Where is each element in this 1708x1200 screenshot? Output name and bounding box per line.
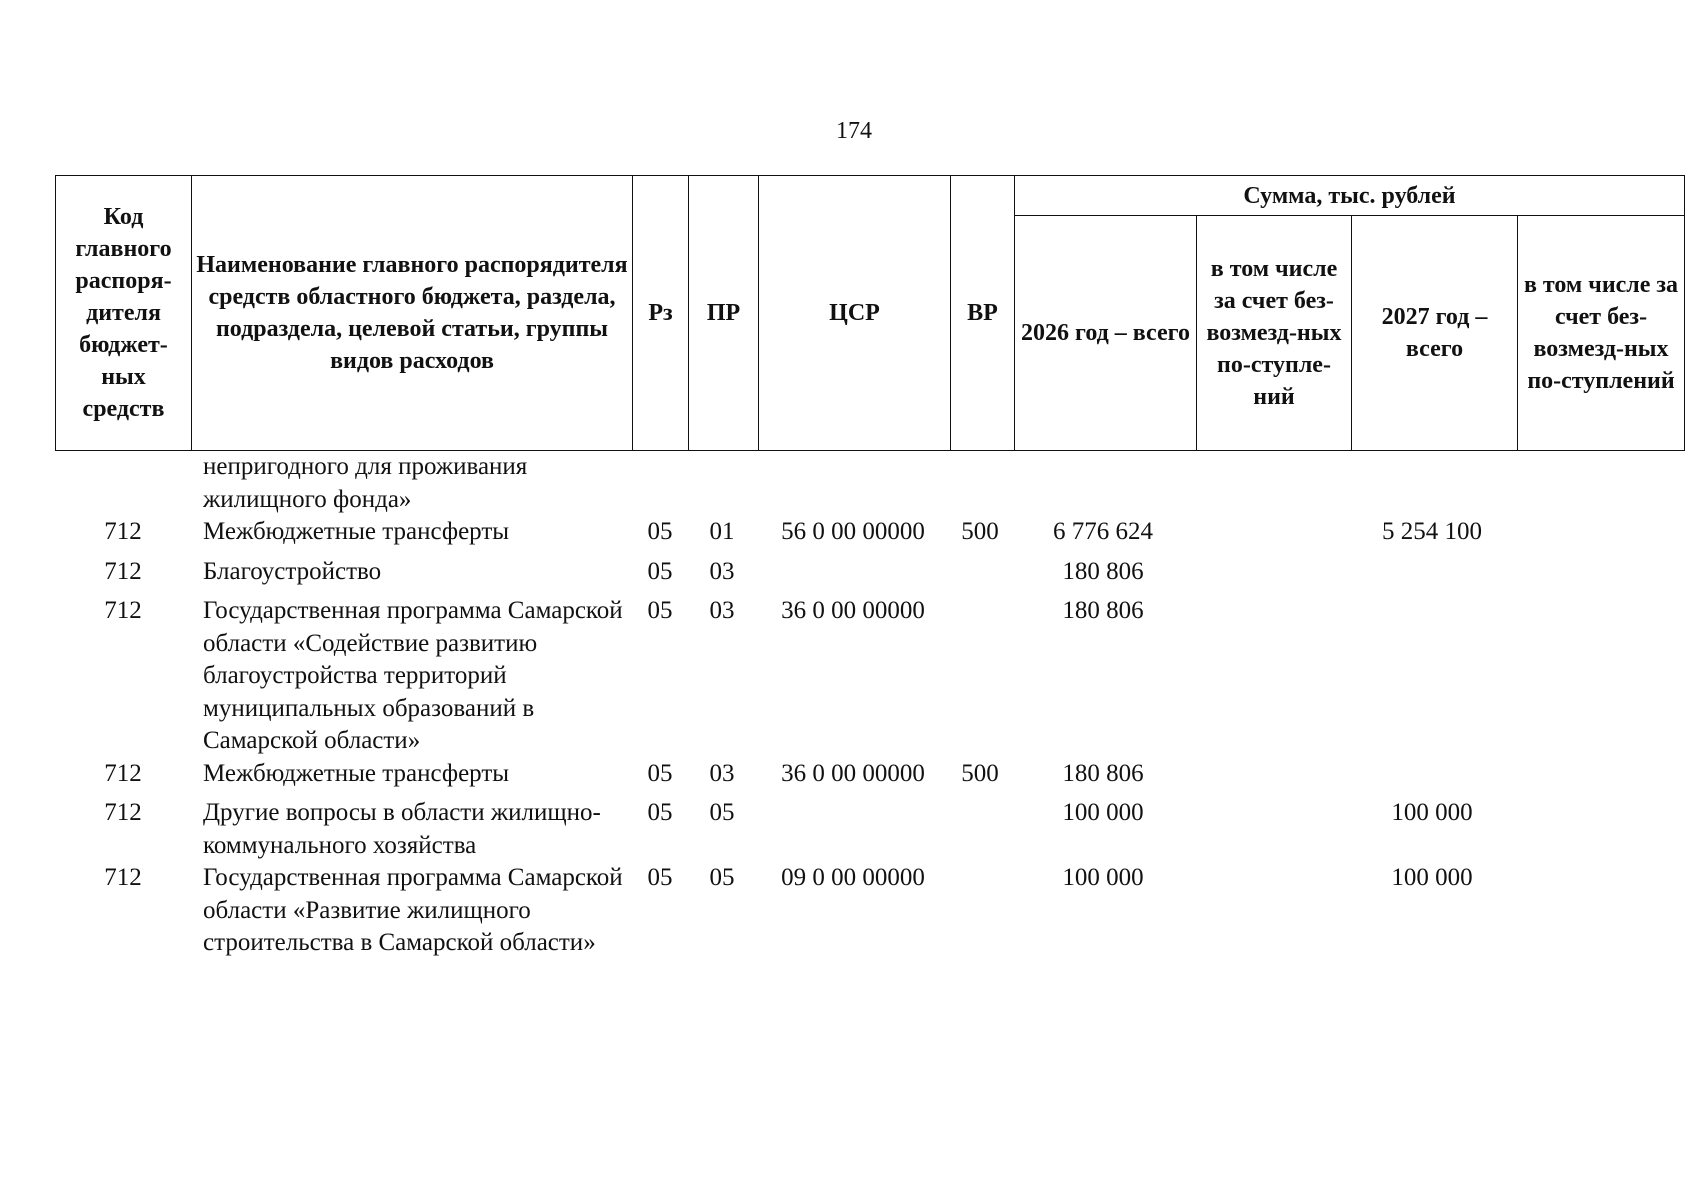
header-name: Наименование главного распорядителя средств областного бюджета, раздела, подраздела, целевой статьи, группы видов расходов — [192, 176, 633, 451]
header-pr: ПР — [689, 176, 759, 451]
cell-name: Государственная программа Самарской области «Содействие развитию благоустройства территорий муниципальных образований в Самарской области» — [203, 597, 623, 754]
cell-csr: 36 0 00 00000 — [781, 597, 925, 624]
cell-sum-2027: 5 254 100 — [1382, 518, 1482, 545]
cell-pr: 03 — [709, 759, 735, 787]
header-sum-2027: 2027 год – всего — [1352, 216, 1518, 451]
header-sum-group: Сумма, тыс. рублей — [1015, 176, 1685, 216]
cell-pr: 05 — [709, 864, 735, 891]
table-row — [55, 797, 1684, 862]
cell-pr: 03 — [709, 597, 735, 624]
cell-rz: 05 — [647, 557, 673, 585]
cell-sum-2026: 100 000 — [1062, 864, 1144, 891]
header-sum-2026: 2026 год – всего — [1015, 216, 1197, 451]
cell-rz: 05 — [647, 864, 673, 891]
cell-sum-2026: 180 806 — [1062, 759, 1144, 787]
header-vr: ВР — [951, 176, 1015, 451]
cell-rz: 05 — [647, 799, 673, 826]
cell-sum-2027: 100 000 — [1391, 864, 1473, 891]
cell-code: 712 — [104, 557, 142, 585]
cell-pr: 05 — [709, 799, 735, 826]
table-row — [55, 862, 1684, 960]
cell-sum-2026: 180 806 — [1062, 557, 1144, 585]
header-free-2026: в том числе за счет без-возмезд-ных по-ступле-ний — [1197, 216, 1352, 451]
table-row — [55, 758, 1684, 791]
table-row — [55, 516, 1684, 549]
table-row — [55, 595, 1684, 758]
header-csr: ЦСР — [759, 176, 951, 451]
cell-sum-2027: 100 000 — [1391, 799, 1473, 826]
cell-vr: 500 — [961, 759, 999, 787]
header-rz: Рз — [633, 176, 689, 451]
cell-sum-2026: 100 000 — [1062, 799, 1144, 826]
page-number: 174 — [836, 118, 872, 144]
cell-name: непригодного для проживания жилищного фонда» — [203, 453, 528, 513]
cell-csr: 36 0 00 00000 — [781, 759, 925, 787]
cell-name: Другие вопросы в области жилищно-коммунального хозяйства — [203, 799, 601, 859]
cell-name: Благоустройство — [203, 557, 382, 585]
cell-name: Государственная программа Самарской области «Развитие жилищного строительства в Самарской области» — [203, 864, 623, 956]
table-row — [55, 556, 1684, 589]
cell-pr: 03 — [709, 557, 735, 585]
cell-code: 712 — [104, 799, 142, 826]
cell-code: 712 — [104, 597, 142, 624]
cell-rz: 05 — [647, 597, 673, 624]
table-header — [55, 175, 1685, 451]
table-body — [55, 451, 1684, 960]
cell-rz: 05 — [647, 759, 673, 787]
header-free-2027: в том числе за счет без-возмезд-ных по-ступлений — [1518, 216, 1685, 451]
header-code: Код главного распоря-дителя бюджет-ных средств — [56, 176, 192, 451]
cell-csr: 09 0 00 00000 — [781, 864, 925, 891]
cell-name: Межбюджетные трансферты — [203, 518, 510, 545]
table-row — [55, 451, 1684, 516]
cell-code: 712 — [104, 518, 142, 545]
cell-sum-2026: 6 776 624 — [1053, 518, 1153, 545]
cell-pr: 01 — [709, 518, 735, 545]
cell-code: 712 — [104, 864, 142, 891]
cell-name: Межбюджетные трансферты — [203, 759, 510, 787]
cell-vr: 500 — [961, 518, 999, 545]
cell-sum-2026: 180 806 — [1062, 597, 1144, 624]
cell-code: 712 — [104, 759, 142, 787]
cell-rz: 05 — [647, 518, 673, 545]
cell-csr: 56 0 00 00000 — [781, 518, 925, 545]
